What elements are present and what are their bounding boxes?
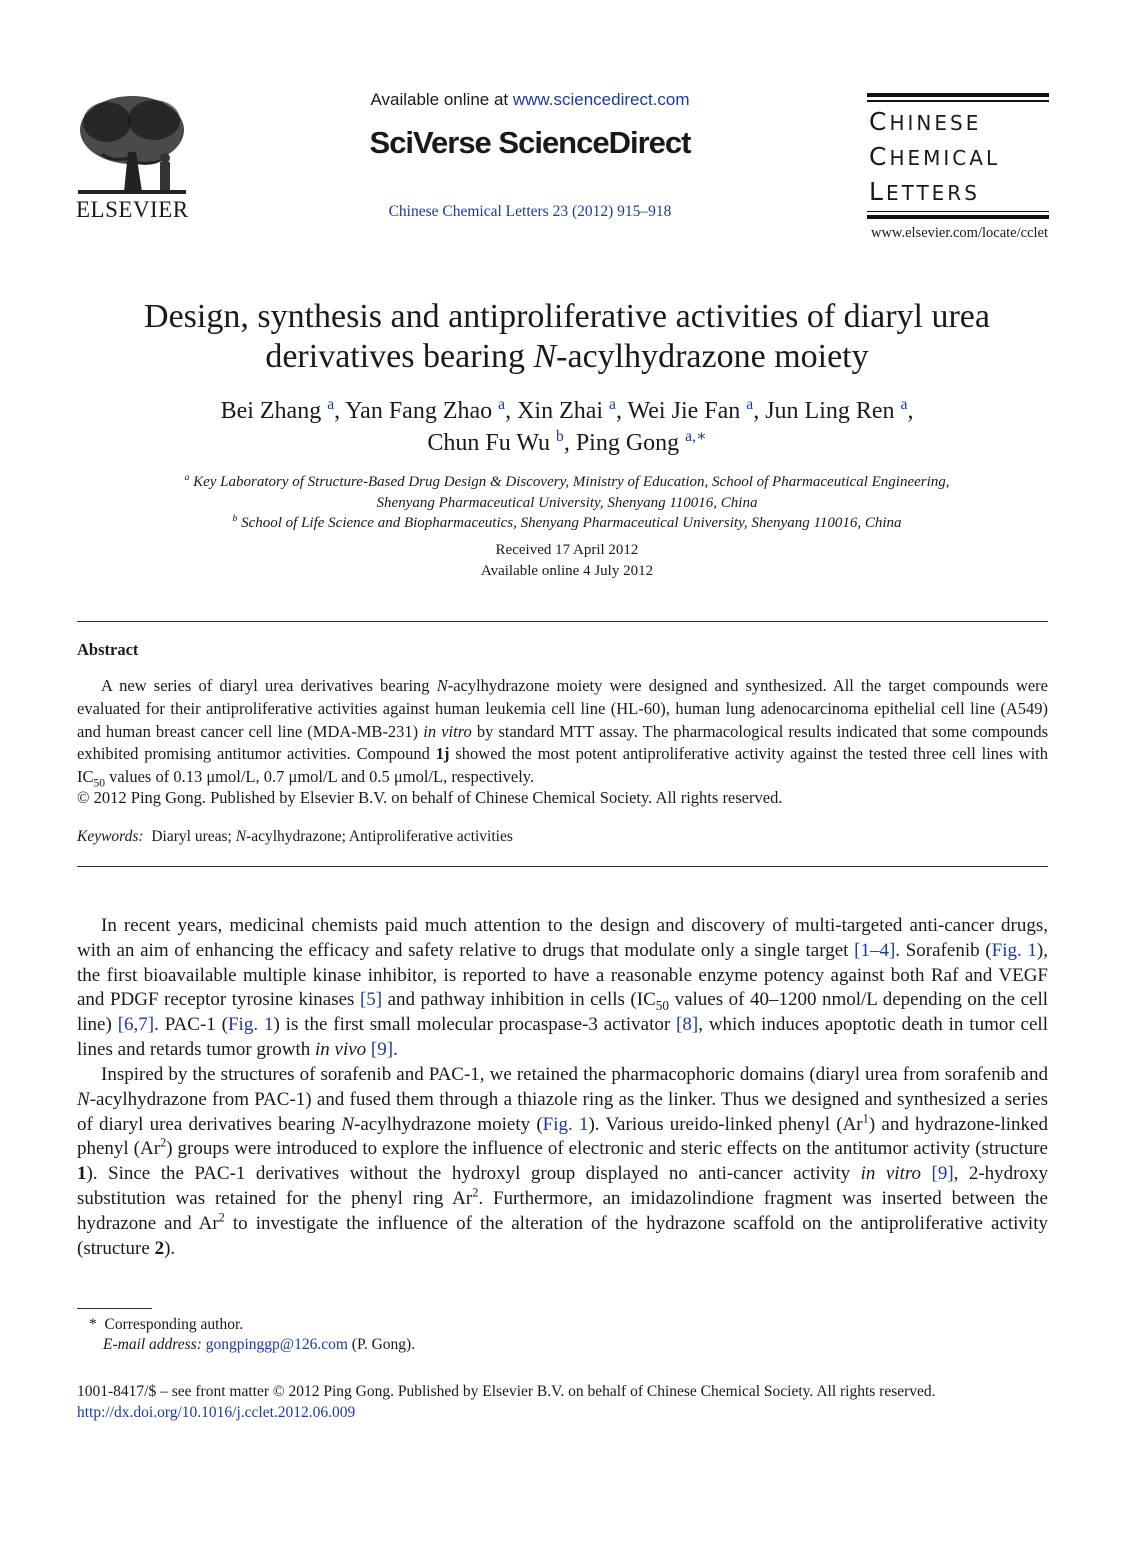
keywords: Keywords: Diaryl ureas; N-acylhydrazone; Antiproliferative activities <box>77 828 513 845</box>
abstract-text: A new series of diaryl urea derivatives bearing N-acylhydrazone moiety were designed and synthesized. All the target compounds were evaluated for their antiproliferative activities against human leukemia cell line (HL-60), human lung adenocarcinoma epithelial cell line (A549) and human breast cancer cell line (MDA-MB-231) in vitro by standard MTT assay. The pharmacological results indicated that some compounds exhibited promising antitumor activities. Compound 1j showed the most potent antiproliferative activity against the tested three cell lines with $IC_{50}$ values of 0.13 μmol/L, 0.7 μmol/L and 0.5 μmol/L, respectively. <box>77 676 1048 790</box>
corresponding-footnote: * Corresponding author. <box>89 1316 244 1333</box>
available-online: Available online at www.sciencedirect.com <box>370 90 690 109</box>
author-name: Wei Jie Fan <box>627 398 741 424</box>
article-dates <box>60 540 1074 582</box>
figure-link[interactable]: Fig. 1 <box>227 1014 274 1036</box>
author-name: Xin Zhai <box>517 398 604 424</box>
journal-reference-link[interactable]: Chinese Chemical Letters 23 (2012) 915–918 <box>388 203 672 220</box>
received-date: Received 17 April 2012 <box>495 542 639 558</box>
author-name: Bei Zhang <box>220 398 322 424</box>
body-paragraph: In recent years, medicinal chemists paid much attention to the design and discovery of multi-targeted anti-cancer drugs, with an aim of enhancing the efficacy and safety relative to drugs that modulate only a single target [1–4]. Sorafenib (Fig. 1), the first bioavailable multiple kinase inhibitor, is reported to have a reasonable enzyme potency against both Raf and VEGF and PDGF receptor tyrosine kinases [5] and pathway inhibition in cells ($IC_{50}$ values of 40–1200 nmol/L depending on the cell line) [6,7]. PAC-1 (Fig. 1) is the first small molecular procaspase-3 activator [8], which induces apoptotic death in tumor cell lines and retards tumor growth in vivo [9]. <box>77 915 1049 1060</box>
issn-line: 1001-8417/$ – see front matter © 2012 Ping Gong. Published by Elsevier B.V. on behalf of Chinese Chemical Society. All rights reserved. <box>77 1383 936 1400</box>
author-list: Bei Zhang $^a$, Yan Fang Zhao $^a$, Xin Zhai $^a$, Wei Jie Fan $^a$, Jun Ling Ren $^a$, Chun Fu Wu $^b$, Ping Gong $^{a,∗}$ <box>220 396 914 456</box>
elsevier-wordmark: ELSEVIER <box>76 197 189 222</box>
citation-link[interactable]: [8] <box>676 1014 699 1036</box>
author-name: Ping Gong <box>575 430 680 456</box>
online-date: Available online 4 July 2012 <box>480 563 654 579</box>
citation-link[interactable]: [9] <box>931 1163 954 1185</box>
citation-link[interactable]: [6,7] <box>117 1014 155 1036</box>
divider <box>77 866 1048 867</box>
affiliation-link[interactable]: a <box>609 396 616 413</box>
affiliations: $^a$ Key Laboratory of Structure-Based Drug Design & Discovery, Ministry of Education, School of Pharmaceutical Engineering, Shenyang Pharmaceutical University, Shenyang 110016, China $^b$ School of Life Science and Biopharmaceutics, Shenyang Pharmaceutical University, Shenyang 110016, China <box>184 472 950 531</box>
body-paragraph: Inspired by the structures of sorafenib and PAC-1, we retained the pharmacophoric domains (diaryl urea from sorafenib and N-acylhydrazone from PAC-1) and fused them through a thiazole ring as the linker. Thus we designed and synthesized a series of diaryl urea derivatives bearing N-acylhydrazone moiety (Fig. 1). Various ureido-linked phenyl (Ar$^1$) and hydrazone-linked phenyl (Ar$^2$) groups were introduced to explore the influence of electronic and steric effects on the antitumor activity (structure 1). Since the PAC-1 derivatives without the hydroxyl group displayed no anti-cancer activity in vitro [9], 2-hydroxy substitution was retained for the phenyl ring Ar$^2$. Furthermore, an imidazolindione fragment was inserted between the hydrazone and Ar$^2$ to investigate the influence of the alteration of the hydrazone scaffold on the antiproliferative activity (structure 2). <box>77 1064 1049 1259</box>
abstract-copyright: © 2012 Ping Gong. Published by Elsevier B.V. on behalf of Chinese Chemical Society. All rights reserved. <box>77 788 783 807</box>
affiliation-link[interactable]: a <box>327 396 335 413</box>
article-title: Design, synthesis and antiproliferative activities of diaryl urea derivatives bearing N-acylhydrazone moiety <box>144 298 990 375</box>
divider <box>77 621 1048 622</box>
affiliation-link[interactable]: b <box>556 428 564 445</box>
citation-link[interactable]: [1–4] <box>854 939 896 961</box>
journal-homepage-link[interactable]: www.elsevier.com/locate/cclet <box>870 225 1048 241</box>
affiliation-link[interactable]: a,∗ <box>685 428 707 445</box>
figure-link[interactable]: Fig. 1 <box>991 939 1037 961</box>
affiliation-link[interactable]: a <box>746 396 754 413</box>
figure-link[interactable]: Fig. 1 <box>542 1113 589 1135</box>
email-link[interactable]: gongpinggp@126.com <box>205 1336 348 1353</box>
affiliation-link[interactable]: a <box>498 396 506 413</box>
affiliation-link[interactable]: a <box>900 396 908 413</box>
author-name: Jun Ling Ren <box>765 398 895 424</box>
footnote-divider <box>77 1308 152 1309</box>
sciencedirect-link[interactable]: www.sciencedirect.com <box>512 90 690 109</box>
author-name: Yan Fang Zhao <box>345 398 493 424</box>
author-name: Chun Fu Wu <box>427 430 551 456</box>
tree-icon <box>72 92 192 197</box>
journal-logo <box>867 93 1049 219</box>
abstract-heading: Abstract <box>77 640 139 659</box>
doi-link[interactable]: http://dx.doi.org/10.1016/j.cclet.2012.06.009 <box>77 1404 356 1421</box>
journal-logo-text: CHINESE CHEMICAL LETTERS <box>869 106 1001 206</box>
citation-link[interactable]: [5] <box>359 989 383 1011</box>
email-footnote: E-mail address: gongpinggp@126.com (P. Gong). <box>103 1336 416 1353</box>
citation-link[interactable]: [9] <box>370 1038 394 1060</box>
sciverse-logo: SciVerse ScienceDirect <box>369 125 691 160</box>
